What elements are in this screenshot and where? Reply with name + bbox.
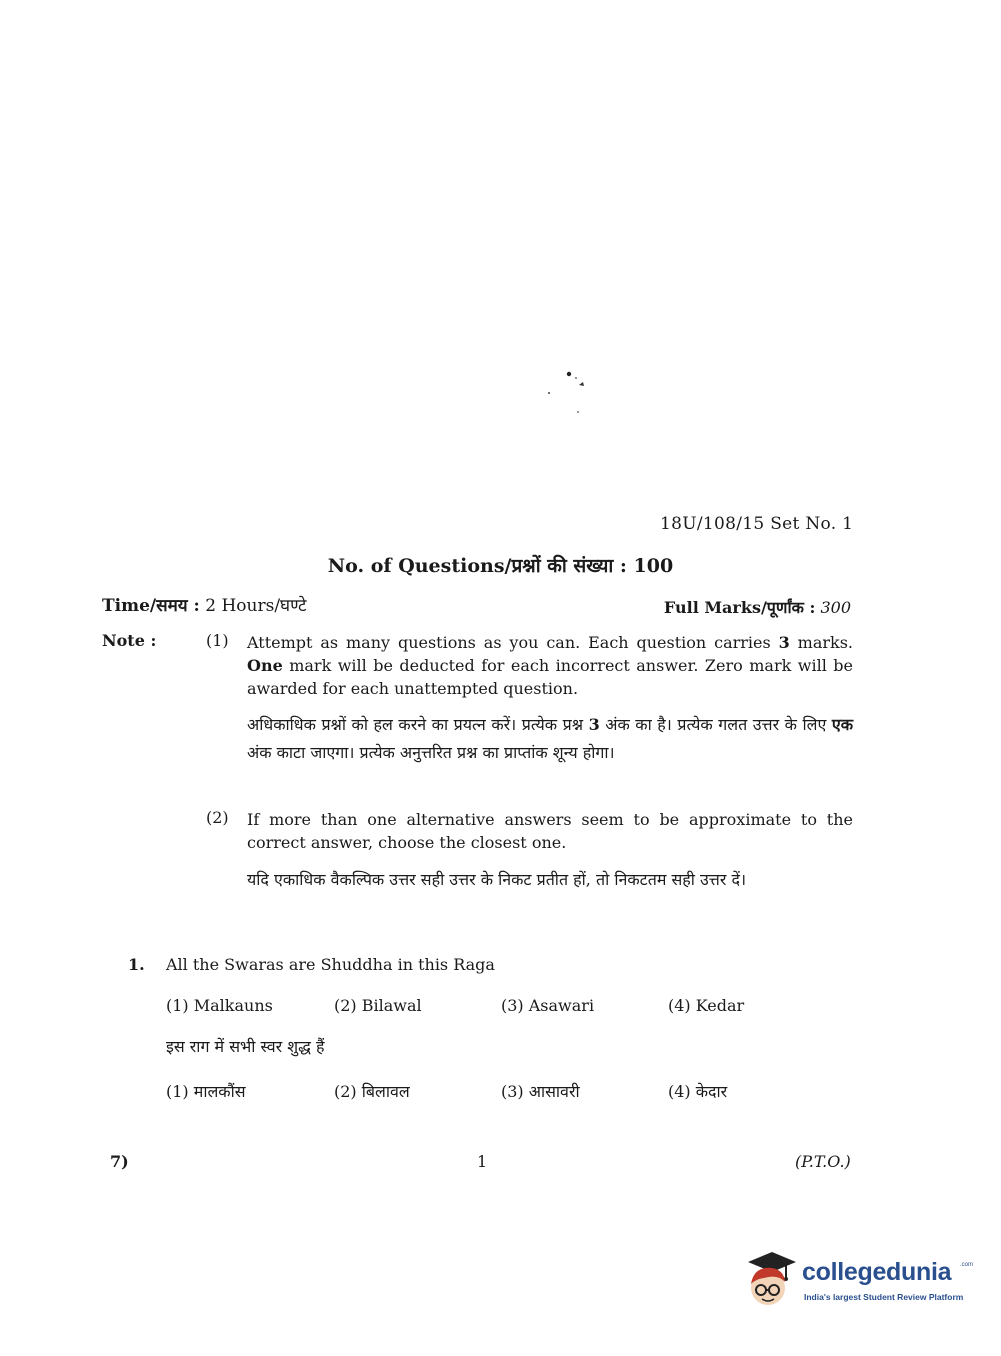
question-text-hindi: इस राग में सभी स्वर शुद्ध हैं [166,1037,325,1056]
full-marks [664,596,851,618]
note-1-hi-text: अंक काटा जाएगा। प्रत्येक अनुत्तरित प्रश्न का प्राप्तांक शून्य होगा। [247,743,615,762]
option-hi-2: (2) बिलावल [334,1082,410,1101]
note-1-hi-bold: 3 [588,715,600,734]
note-1-hindi [247,711,853,767]
set-number: 18U/108/15 Set No. 1 [660,514,854,534]
note-label: Note : [102,631,157,650]
option-en-2: (2) Bilawal [334,996,422,1015]
note-1-english [247,631,853,700]
note-1-hi-text: अधिकाधिक प्रश्नों को हल करने का प्रयत्न करें। प्रत्येक प्रश्न [247,715,589,734]
option-en-1: (1) Malkauns [166,996,273,1015]
note-1-en-bold: One [247,656,283,675]
marks-label: Full Marks/पूर्णांक : [663,598,816,617]
logo-domain: .com [960,1262,974,1268]
note-2-hindi: यदि एकाधिक वैकल्पिक उत्तर सही उत्तर के निकट प्रतीत हों, तो निकटतम सही उत्तर दें। [247,870,747,889]
pto-label: (P.T.O.) [795,1152,851,1171]
note-1-en-text: marks. [789,633,854,652]
footer-code: 7) [110,1152,129,1171]
page-title: No. of Questions/प्रश्नों की संख्या : 100 [327,555,674,577]
note-1-en-text: mark will be deducted for each incorrect answer. Zero mark will be awarded for each unattempted question. [247,656,853,698]
note-1-en-bold: 3 [778,633,790,652]
note-number-2: (2) [206,808,229,827]
option-hi-1: (1) मालकौंस [166,1082,246,1101]
note-1-hi-bold: एक [831,715,853,734]
page-number: 1 [477,1152,488,1171]
option-hi-3: (3) आसावरी [501,1082,580,1101]
note-1-en-text: Attempt as many questions as you can. Each question carries [247,633,779,652]
question-text-english: All the Swaras are Shuddha in this Raga [166,955,495,974]
speck-marks [545,368,595,418]
note-1-hi-text: अंक का है। प्रत्येक गलत उत्तर के लिए [599,715,832,734]
logo-wordmark: collegedunia [802,1258,952,1286]
mascot-icon [742,1248,800,1312]
option-en-3: (3) Asawari [501,996,595,1015]
question-number: 1. [128,955,145,974]
time-allowed [102,593,307,616]
option-hi-4: (4) केदार [668,1082,728,1101]
time-label: Time/समय : [102,596,200,616]
note-number-1: (1) [206,631,229,650]
marks-value: 300 [820,598,851,617]
collegedunia-logo[interactable] [742,1248,972,1318]
note-2-english: If more than one alternative answers seem to be approximate to the correct answer, choose the closest one. [247,810,853,852]
time-value: 2 Hours/घण्टे [205,596,307,616]
option-en-4: (4) Kedar [668,996,745,1015]
logo-tagline: India's largest Student Review Platform [804,1292,964,1302]
